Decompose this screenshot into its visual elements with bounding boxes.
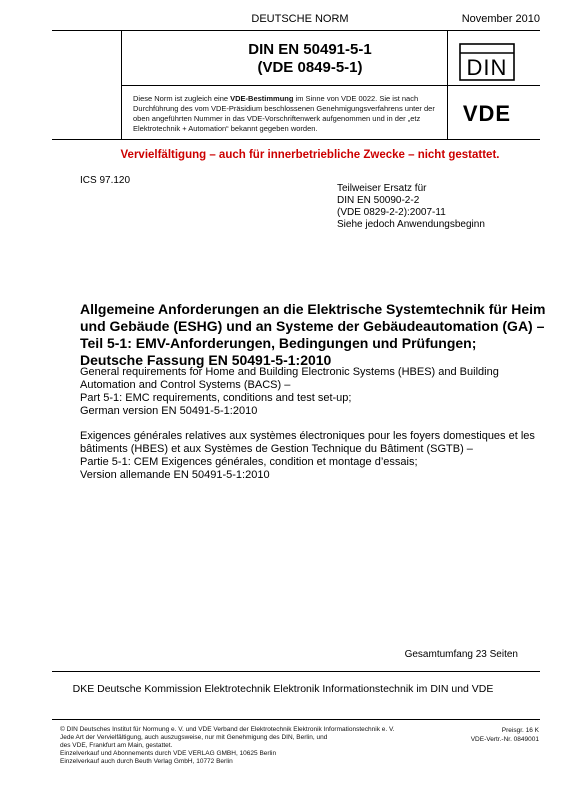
title-line: Exigences générales relatives aux systèmes électroniques pour les foyers domestiques et les [80,430,535,442]
vde-determination-note: Diese Norm ist zugleich eine VDE-Bestimmung im Sinne von VDE 0022. Sie ist nach Durchführung des vom VDE-Präsidium beschlossenen Genehmigungsverfahrens unter der oben angeführten Nummer in das VDE-Vorschriftenwerk aufgenommen und in der „etz Elektrotechnik + Automation“ bekannt gegeben worden. [133,94,435,133]
box-bottom-rule [52,139,540,140]
replacement-line: Teilweiser Ersatz für [337,183,427,194]
vde-logo [456,101,518,125]
footer-rule [52,719,540,720]
svg-text:DIN: DIN [466,55,508,80]
sales-line: Einzelverkauf und Abonnements durch VDE VERLAG GMBH, 10625 Berlin [60,750,277,757]
issue-date: November 2010 [461,13,540,25]
replacement-line: DIN EN 50090-2-2 [337,195,420,206]
title-line: Teil 5-1: EMV-Anforderungen, Bedingungen und Prüfungen; [80,335,477,351]
title-line: Allgemeine Anforderungen an die Elektrische Systemtechnik für Heim [80,301,546,317]
din-logo [459,43,515,81]
copyright-line: Jede Art der Vervielfältigung, auch auszugsweise, nur mit Genehmigung des DIN, Berlin, und [60,734,328,741]
dke-top-rule [52,671,540,672]
title-line: Part 5-1: EMC requirements, conditions and test set-up; [80,392,352,404]
replacement-line: (VDE 0829-2-2):2007-11 [337,207,446,218]
title-line: General requirements for Home and Building Electronic Systems (HBES) and Building [80,366,499,378]
title-french [80,430,535,482]
title-line: Version allemande EN 50491-5-1:2010 [80,469,270,481]
title-line: German version EN 50491-5-1:2010 [80,405,258,417]
norm-number: DIN EN 50491-5-1 [248,41,372,58]
document-type: DEUTSCHE NORM [251,13,349,25]
copyright-line: © DIN Deutsches Institut für Normung e. V. und VDE Verband der Elektrotechnik Elektronik Informationstechnik e. V. [60,726,395,733]
copyright-notice [60,726,395,766]
dke-committee: DKE Deutsche Kommission Elektrotechnik Elektronik Informationstechnik im DIN und VDE [72,683,494,695]
order-number: VDE-Vertr.-Nr. 0849001 [470,736,539,743]
price-group: Preisgr. 16 K [501,727,539,734]
svg-text:VDE: VDE [462,101,512,125]
sales-line: Einzelverkauf auch durch Beuth Verlag GmbH, 10772 Berlin [60,758,233,765]
title-line: Deutsche Fassung EN 50491-5-1:2010 [80,352,332,368]
title-english [80,366,520,418]
reproduction-warning: Vervielfältigung – auch für innerbetriebliche Zwecke – nicht gestattet. [120,149,500,161]
replacement-line: Siehe jedoch Anwendungsbeginn [337,219,485,230]
copyright-line: des VDE, Frankfurt am Main, gestattet. [60,742,173,749]
title-german [80,301,546,369]
title-line: Automation and Control Systems (BACS) – [80,379,291,391]
header-rule [52,30,540,31]
box-middle-rule [121,85,540,86]
title-line: Partie 5-1: CEM Exigences générales, condition et montage d’essais; [80,456,418,468]
title-line: und Gebäude (ESHG) und an Systeme der Gebäudeautomation (GA) – [80,318,545,334]
title-line: bâtiments (HBES) et aux Systèmes de Gestion Technique du Bâtiment (SGTB) – [80,443,473,455]
total-pages: Gesamtumfang 23 Seiten [404,649,518,660]
price-info [471,726,539,744]
ics-code: ICS 97.120 [80,175,131,186]
vde-classification: (VDE 0849-5-1) [257,59,363,76]
